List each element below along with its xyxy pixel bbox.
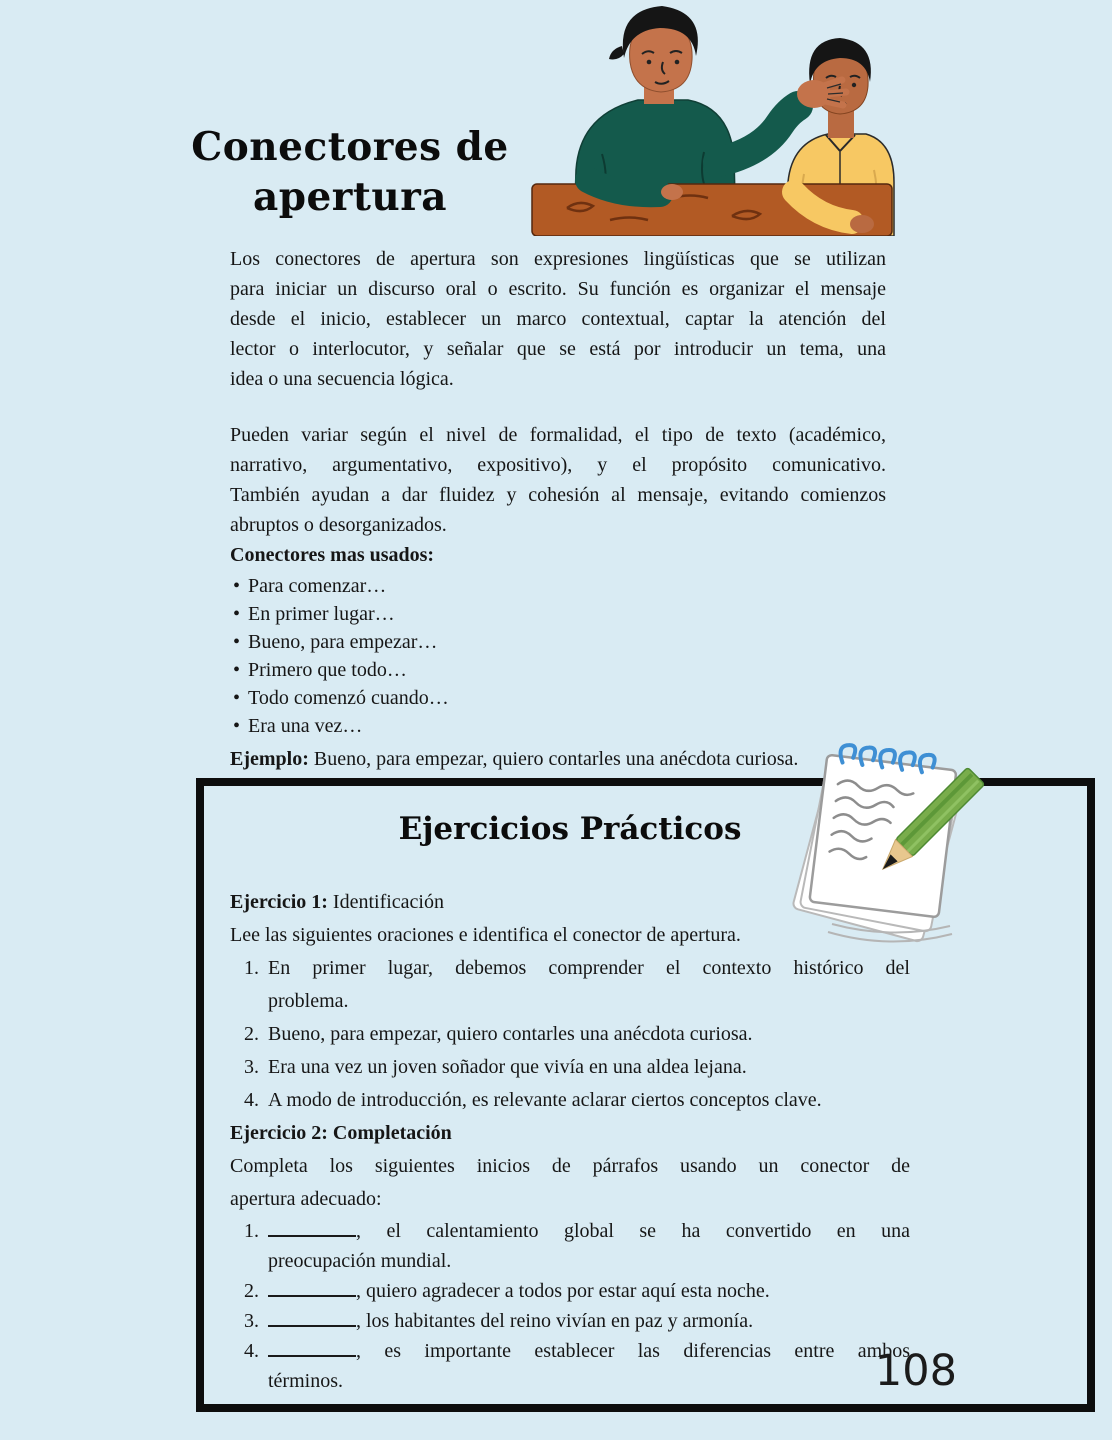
exercise-item xyxy=(230,1336,910,1396)
item-number: 2. xyxy=(244,1023,259,1045)
exercise-item xyxy=(230,952,910,1018)
item-line: preocupación mundial. xyxy=(268,1250,452,1272)
intro-paragraph-1 xyxy=(230,244,886,394)
exercise-item xyxy=(230,1306,910,1336)
people-talking-illustration xyxy=(522,2,904,236)
exercises-content xyxy=(230,886,910,1396)
item-number: 1. xyxy=(244,1220,259,1242)
page-title-line2: apertura xyxy=(252,174,448,220)
item-text: , el calentamiento global se ha convertido en una xyxy=(356,1220,910,1242)
list-item xyxy=(230,572,886,600)
item-number: 1. xyxy=(244,957,259,979)
exercise2-list xyxy=(230,1216,910,1396)
instruction-line: Completa los siguientes inicios de párrafos usando un conector de xyxy=(230,1155,910,1177)
exercise1-list xyxy=(230,952,910,1117)
list-item xyxy=(230,628,886,656)
bullet-icon: • xyxy=(233,687,241,709)
bullet-icon: • xyxy=(233,659,241,681)
item-number: 2. xyxy=(244,1280,259,1302)
list-item xyxy=(230,712,886,740)
item-number: 4. xyxy=(244,1089,259,1111)
connectors-list xyxy=(230,572,886,740)
bullet-icon: • xyxy=(233,715,241,737)
connector-text: Bueno, para empezar… xyxy=(248,631,438,653)
list-item xyxy=(230,684,886,712)
bullet-icon: • xyxy=(233,575,241,597)
paragraph-line: para iniciar un discurso oral o escrito. Su función es organizar el mensaje xyxy=(230,278,886,300)
exercise-item xyxy=(230,1018,910,1051)
item-line: problema. xyxy=(268,990,349,1012)
paragraph-line: narrativo, argumentativo, expositivo), y el propósito comunicativo. xyxy=(230,454,886,476)
exercise-item xyxy=(230,1216,910,1276)
item-text: , es importante establecer las diferencias entre ambos xyxy=(356,1340,910,1362)
paragraph-line: abruptos o desorganizados. xyxy=(230,514,447,536)
paragraph-line: idea o una secuencia lógica. xyxy=(230,368,454,390)
connectors-heading: Conectores mas usados: xyxy=(230,544,435,566)
paragraph-line: lector o interlocutor, y señalar que se está por introducir un tema, una xyxy=(230,338,886,360)
item-text: , los habitantes del reino vivían en paz y armonía. xyxy=(356,1310,754,1332)
item-line: Bueno, para empezar, quiero contarles una anécdota curiosa. xyxy=(268,1023,753,1045)
example-label: Ejemplo: xyxy=(230,748,309,770)
item-line xyxy=(268,1276,910,1306)
item-number: 3. xyxy=(244,1056,259,1078)
notepad-pencil-illustration xyxy=(786,738,1010,944)
blank-line xyxy=(268,1233,356,1237)
connector-text: Para comenzar… xyxy=(248,575,387,597)
page-number: 108 xyxy=(874,1346,957,1396)
item-line: Era una vez un joven soñador que vivía en una aldea lejana. xyxy=(268,1056,747,1078)
page-title xyxy=(148,122,552,222)
item-line: términos. xyxy=(268,1370,343,1392)
item-number: 3. xyxy=(244,1310,259,1332)
paragraph-line: También ayudan a dar fluidez y cohesión al mensaje, evitando comienzos xyxy=(230,484,886,506)
list-item xyxy=(230,600,886,628)
intro-section xyxy=(230,244,886,774)
blank-line xyxy=(268,1353,356,1357)
item-line xyxy=(268,1306,910,1336)
blank-line xyxy=(268,1293,356,1297)
exercise1-title: Identificación xyxy=(327,891,444,913)
exercise-item xyxy=(230,1276,910,1306)
paragraph-line: Los conectores de apertura son expresiones lingüísticas que se utilizan xyxy=(230,248,886,270)
item-line: A modo de introducción, es relevante aclarar ciertos conceptos clave. xyxy=(268,1089,822,1111)
exercise-item xyxy=(230,1051,910,1084)
list-item xyxy=(230,656,886,684)
connector-text: Era una vez… xyxy=(248,715,363,737)
page-title-line1: Conectores de xyxy=(191,124,509,170)
bullet-icon: • xyxy=(233,603,241,625)
exercise1-instruction: Lee las siguientes oraciones e identifica el conector de apertura. xyxy=(230,924,741,946)
item-line xyxy=(268,1336,910,1366)
exercises-box-title: Ejercicios Prácticos xyxy=(398,811,742,847)
blank-line xyxy=(268,1323,356,1327)
item-number: 4. xyxy=(244,1340,259,1362)
item-line xyxy=(268,1216,910,1246)
paragraph-line: Pueden variar según el nivel de formalidad, el tipo de texto (académico, xyxy=(230,424,886,446)
item-line: En primer lugar, debemos comprender el contexto histórico del xyxy=(268,957,910,979)
paragraph-line: desde el inicio, establecer un marco contextual, captar la atención del xyxy=(230,308,886,330)
bullet-icon: • xyxy=(233,631,241,653)
connector-text: Todo comenzó cuando… xyxy=(248,687,449,709)
exercise2-heading: Ejercicio 2: Completación xyxy=(230,1122,452,1144)
exercise2-instruction xyxy=(230,1150,910,1216)
exercise-item xyxy=(230,1084,910,1117)
intro-paragraph-2 xyxy=(230,420,886,540)
exercise1-label: Ejercicio 1: xyxy=(230,891,328,913)
instruction-line: apertura adecuado: xyxy=(230,1188,382,1210)
item-text: , quiero agradecer a todos por estar aquí esta noche. xyxy=(356,1280,770,1302)
connector-text: Primero que todo… xyxy=(248,659,407,681)
example-text: Bueno, para empezar, quiero contarles una anécdota curiosa. xyxy=(308,748,799,770)
connector-text: En primer lugar… xyxy=(248,603,395,625)
